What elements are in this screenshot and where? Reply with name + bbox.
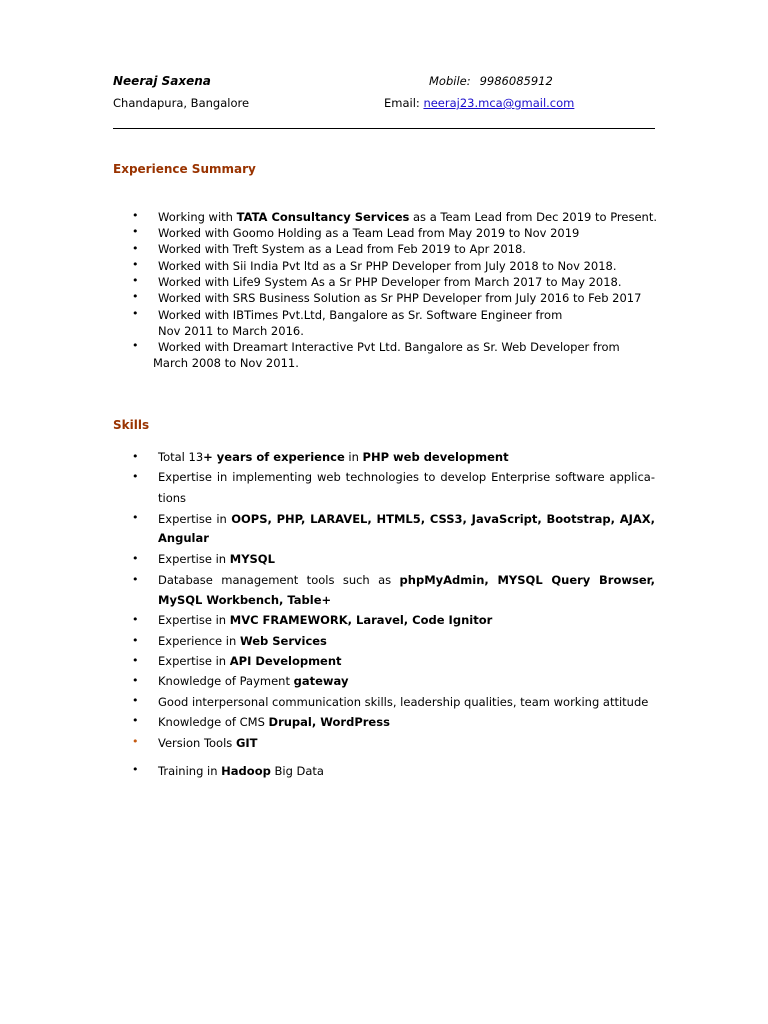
skill-item-line1: Expertise in implementing web technologies to develop Enterprise software applica-	[158, 470, 655, 484]
experience-item: Worked with Goomo Holding as a Team Lead from May 2019 to Nov 2019	[158, 226, 580, 240]
skills-heading: Skills	[113, 418, 150, 432]
mobile-label: Mobile:	[429, 74, 471, 88]
bullet-icon: •	[132, 511, 139, 524]
skill-item: Version Tools GIT	[158, 736, 258, 750]
experience-item-line2: Nov 2011 to March 2016.	[158, 324, 304, 338]
bullet-icon: •	[132, 290, 139, 303]
experience-item-line1: Worked with Dreamart Interactive Pvt Ltd. Bangalore as Sr. Web Developer from	[158, 340, 620, 354]
skill-item: Good interpersonal communication skills, leadership qualities, team working attitude	[158, 695, 649, 709]
experience-item: Worked with Life9 System As a Sr PHP Developer from March 2017 to May 2018.	[158, 275, 622, 289]
bullet-icon: •	[132, 274, 139, 287]
bullet-icon: •	[132, 258, 139, 271]
bullet-icon: •	[132, 694, 139, 707]
bullet-icon: •	[132, 470, 139, 483]
header-divider	[113, 128, 655, 129]
mobile-contact	[429, 74, 553, 88]
skill-item-line1: Database management tools such as phpMyAdmin, MYSQL Query Browser,	[158, 573, 655, 587]
bullet-icon: •	[132, 225, 139, 238]
bullet-icon: •	[132, 242, 139, 255]
bullet-icon: •	[132, 674, 139, 687]
skill-item: Experience in Web Services	[158, 634, 327, 648]
email-contact	[384, 96, 574, 110]
bullet-icon: •	[132, 450, 139, 463]
skill-item: Total 13+ years of experience in PHP web development	[158, 450, 509, 464]
experience-heading: Experience Summary	[113, 162, 256, 176]
skill-item: Expertise in API Development	[158, 654, 342, 668]
skill-item: Expertise in MVC FRAMEWORK, Laravel, Code Ignitor	[158, 613, 493, 627]
bullet-icon: •	[132, 654, 139, 667]
skill-item: Expertise in MYSQL	[158, 552, 275, 566]
bullet-icon: •	[132, 573, 139, 586]
candidate-location: Chandapura, Bangalore	[113, 96, 250, 110]
experience-item-line2: March 2008 to Nov 2011.	[153, 356, 299, 370]
candidate-name: Neeraj Saxena	[113, 74, 211, 88]
skill-item: Knowledge of Payment gateway	[158, 674, 349, 688]
experience-item: Worked with SRS Business Solution as Sr PHP Developer from July 2016 to Feb 2017	[158, 291, 642, 305]
bullet-icon: •	[132, 634, 139, 647]
email-label: Email:	[384, 96, 420, 110]
bullet-icon: •	[132, 714, 139, 727]
experience-item: Worked with Sii India Pvt ltd as a Sr PHP Developer from July 2018 to Nov 2018.	[158, 259, 617, 273]
skill-item-line2: MySQL Workbench, Table+	[158, 593, 332, 607]
skill-item: Knowledge of CMS Drupal, WordPress	[158, 715, 390, 729]
bullet-icon: •	[132, 552, 139, 565]
skill-item-line1: Expertise in OOPS, PHP, LARAVEL, HTML5, CSS3, JavaScript, Bootstrap, AJAX,	[158, 512, 656, 526]
bullet-icon: •	[132, 339, 139, 352]
bullet-icon: •	[132, 763, 139, 776]
bullet-icon: •	[132, 613, 139, 626]
bullet-icon: •	[132, 735, 139, 748]
mobile-number: 9986085912	[479, 74, 553, 88]
email-link[interactable]: neeraj23.mca@gmail.com	[423, 96, 575, 110]
skill-item-line2: Angular	[158, 531, 209, 545]
skill-item-line2: tions	[158, 491, 187, 505]
experience-item: Working with TATA Consultancy Services as a Team Lead from Dec 2019 to Present.	[158, 210, 657, 224]
skill-item: Training in Hadoop Big Data	[158, 764, 324, 778]
experience-item: Worked with Treft System as a Lead from Feb 2019 to Apr 2018.	[158, 242, 526, 256]
bullet-icon: •	[132, 307, 139, 320]
bullet-icon: •	[132, 209, 139, 222]
experience-item-line1: Worked with IBTimes Pvt.Ltd, Bangalore as Sr. Software Engineer from	[158, 308, 563, 322]
